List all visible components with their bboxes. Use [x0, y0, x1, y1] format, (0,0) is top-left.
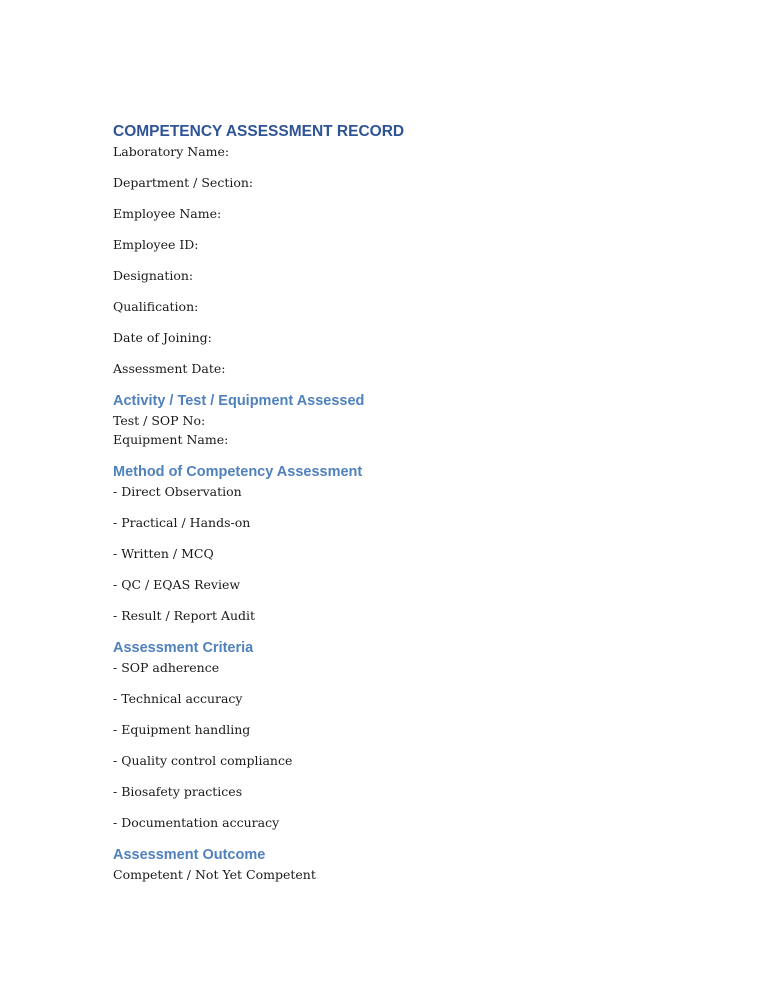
department-section-field: Department / Section:	[113, 175, 254, 190]
laboratory-name-field: Laboratory Name:	[113, 144, 230, 159]
document-page	[113, 121, 673, 883]
criteria-item: - Equipment handling	[113, 722, 251, 737]
designation-field: Designation:	[113, 268, 194, 283]
criteria-item: - Quality control compliance	[113, 753, 293, 768]
assessment-date-field: Assessment Date:	[113, 361, 226, 376]
method-heading: Method of Competency Assessment	[113, 464, 363, 480]
criteria-section	[113, 637, 673, 831]
method-item: - Result / Report Audit	[113, 608, 256, 623]
criteria-item: - SOP adherence	[113, 660, 220, 675]
equipment-name-field: Equipment Name:	[113, 432, 229, 447]
qualification-field: Qualification:	[113, 299, 199, 314]
date-of-joining-field: Date of Joining:	[113, 330, 212, 345]
employee-name-field: Employee Name:	[113, 206, 222, 221]
criteria-item: - Documentation accuracy	[113, 815, 280, 830]
method-item: - Practical / Hands-on	[113, 515, 251, 530]
outcome-section	[113, 844, 673, 883]
method-section	[113, 461, 673, 624]
outcome-value: Competent / Not Yet Competent	[113, 867, 316, 882]
activity-section	[113, 390, 673, 448]
method-item: - Written / MCQ	[113, 546, 214, 561]
document-title: COMPETENCY ASSESSMENT RECORD	[113, 123, 405, 140]
test-sop-no-field: Test / SOP No:	[113, 413, 206, 428]
employee-id-field: Employee ID:	[113, 237, 199, 252]
criteria-item: - Technical accuracy	[113, 691, 243, 706]
employee-details-section	[113, 143, 673, 377]
criteria-heading: Assessment Criteria	[113, 640, 254, 656]
criteria-item: - Biosafety practices	[113, 784, 243, 799]
method-item: - Direct Observation	[113, 484, 242, 499]
method-item: - QC / EQAS Review	[113, 577, 241, 592]
activity-heading: Activity / Test / Equipment Assessed	[113, 393, 365, 409]
outcome-heading: Assessment Outcome	[113, 847, 266, 863]
